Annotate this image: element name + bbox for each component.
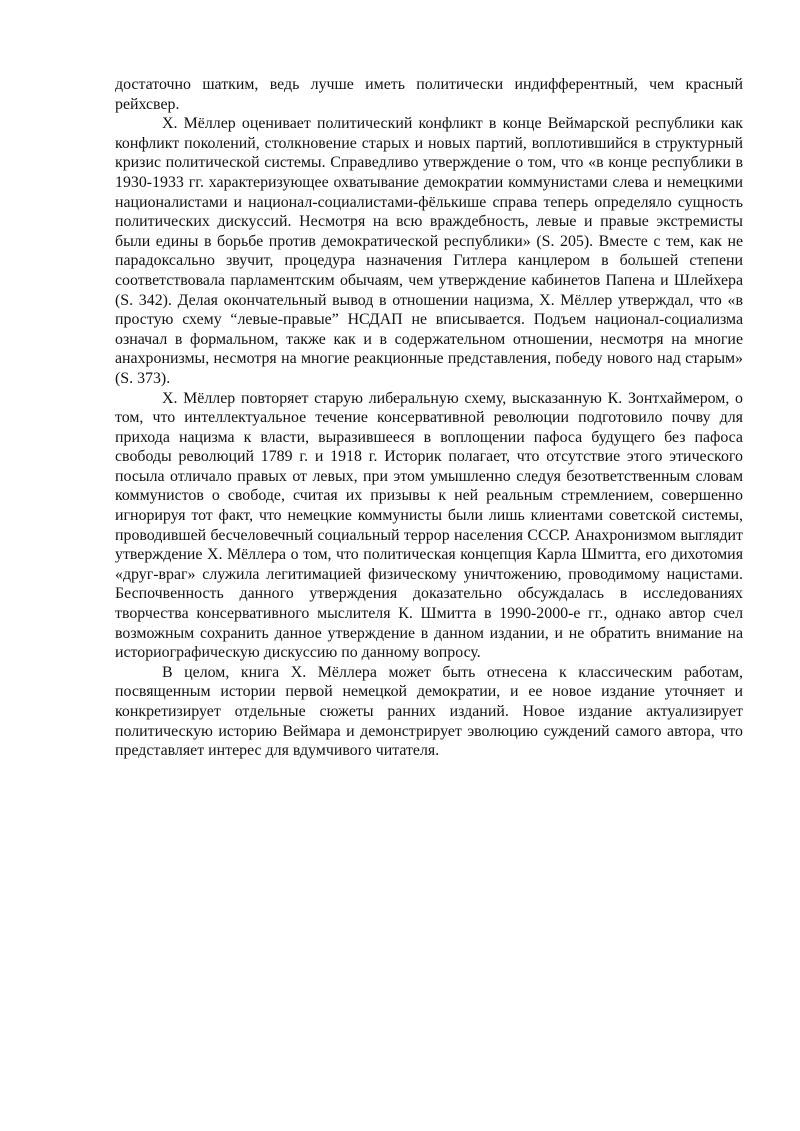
paragraph-3: Х. Мёллер повторяет старую либеральную схему, высказанную К. Зонтхаймером, о том, что интеллектуальное течение консервативной революции подготовило почву для прихода нацизма к власти, выразившееся в воплощении пафоса будущего без пафоса свободы революций 1789 г. и 1918 г. Историк полагает, что отсутствие этого этического посыла отличало правых от левых, при этом умышленно следуя безответственным словам коммунистов о свободе, считая их призывы к ней реальным стремлением, совершенно игнорируя тот факт, что немецкие коммунисты были лишь клиентами советской системы, проводившей бесчеловечный социальный террор населения СССР. Анахронизмом выглядит утверждение Х. Мёллера о том, что политическая концепция Карла Шмитта, его дихотомия «друг-враг» служила легитимацией физическому уничтожению, проводимому нацистами. Беспочвенность данного утверждения доказательно обсуждалась в исследованиях творчества консервативного мыслителя К. Шмитта в 1990-2000-е гг., однако автор счел возможным сохранить данное утверждение в данном издании, и не обратить внимание на историографическую дискуссию по данному вопросу. (115, 389, 743, 662)
paragraph-4: В целом, книга Х. Мёллера может быть отнесена к классическим работам, посвященным истории первой немецкой демократии, и ее новое издание уточняет и конкретизирует отдельные сюжеты ранних изданий. Новое издание актуализирует политическую историю Веймара и демонстрирует эволюцию суждений самого автора, что представляет интерес для вдумчивого читателя. (115, 663, 743, 760)
paragraph-2: Х. Мёллер оценивает политический конфликт в конце Веймарской республики как конфликт поколений, столкновение старых и новых партий, воплотившийся в структурный кризис политической системы. Справедливо утверждение о том, что «в конце республики в 1930-1933 гг. характеризующее охватывание демократии коммунистами слева и немецкими националистами и национал-социалистами-фёлькише справа теперь определяло сущность политических дискуссий. Несмотря на всю враждебность, левые и правые экстремисты были едины в борьбе против демократической республики» (S. 205). Вместе с тем, как не парадоксально звучит, процедура назначения Гитлера канцлером в большей степени соответствовала парламентским обычаям, чем утверждение кабинетов Папена и Шлейхера (S. 342). Делая окончательный вывод в отношении нацизма, Х. Мёллер утверждал, что «в простую схему “левые-правые” НСДАП не вписывается. Подъем национал-социализма означал в формальном, также как и в содержательном отношении, несмотря на многие анахронизмы, несмотря на многие реакционные представления, победу нового над старым» (S. 373). (115, 115, 743, 387)
document-page (115, 75, 743, 761)
paragraph-1: достаточно шатким, ведь лучше иметь политически индифферентный, чем красный рейхсвер. (115, 76, 743, 113)
